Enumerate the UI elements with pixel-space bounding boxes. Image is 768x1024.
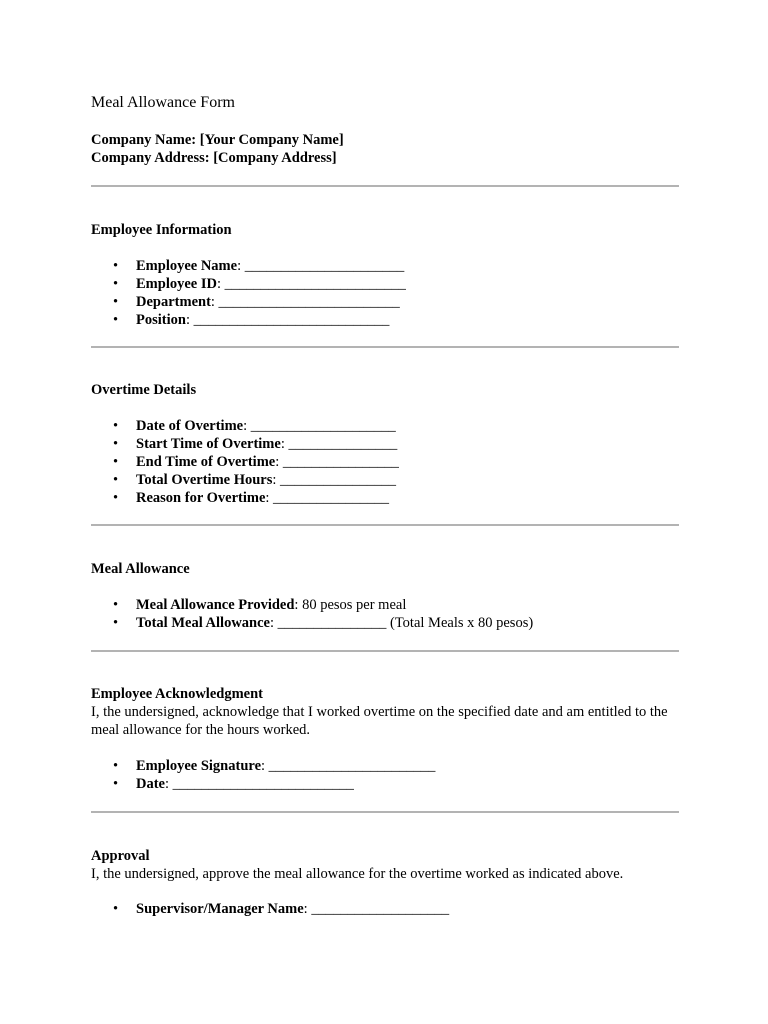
bullet: • <box>113 312 119 328</box>
list-item <box>91 275 406 293</box>
list-item <box>91 435 399 453</box>
bullet: • <box>113 615 119 631</box>
overtime-end-field[interactable]: : ________________ <box>275 454 399 470</box>
acknowledgment-list <box>91 757 435 793</box>
list-item <box>91 489 399 507</box>
company-address-line: Company Address: [Company Address] <box>91 150 337 166</box>
list-item <box>91 775 435 793</box>
bullet: • <box>113 436 119 452</box>
overtime-hours-field[interactable]: : ________________ <box>272 472 397 488</box>
acknowledgment-text: I, the undersigned, acknowledge that I worked overtime on the specified date and am entitled to the meal allowance for the hours worked. <box>91 704 668 738</box>
approval-list <box>91 900 449 918</box>
section-divider <box>91 346 679 348</box>
employee-info-heading: Employee Information <box>91 222 232 238</box>
field-label: Start Time of Overtime <box>136 436 281 452</box>
approval-heading: Approval <box>91 848 150 864</box>
list-item <box>91 471 399 489</box>
list-item <box>91 293 406 311</box>
bullet: • <box>113 294 119 310</box>
field-label: End Time of Overtime <box>136 454 276 470</box>
list-item <box>91 257 406 275</box>
field-label: Department <box>136 294 211 310</box>
supervisor-name-field[interactable]: : ___________________ <box>303 901 450 917</box>
bullet: • <box>113 776 119 792</box>
field-label: Supervisor/Manager Name <box>136 901 304 917</box>
field-label: Total Overtime Hours <box>136 472 273 488</box>
field-label: Employee Signature <box>136 758 261 774</box>
acknowledgment-date-field[interactable]: : _________________________ <box>165 776 354 792</box>
bullet: • <box>113 418 119 434</box>
list-item <box>91 417 399 435</box>
section-divider <box>91 650 679 652</box>
position-field[interactable]: : ___________________________ <box>185 312 390 328</box>
overtime-start-field[interactable]: : _______________ <box>280 436 398 452</box>
field-label: Employee Name <box>136 258 238 274</box>
employee-id-field[interactable]: : _________________________ <box>216 276 406 292</box>
field-label: Position <box>136 312 186 328</box>
field-label: Total Meal Allowance <box>136 615 270 631</box>
section-divider <box>91 811 679 813</box>
acknowledgment-heading: Employee Acknowledgment <box>91 686 263 702</box>
field-label: Meal Allowance Provided <box>136 597 295 613</box>
bullet: • <box>113 454 119 470</box>
meal-allowance-list <box>91 596 533 632</box>
company-name-line: Company Name: [Your Company Name] <box>91 132 344 148</box>
list-item <box>91 757 435 775</box>
department-field[interactable]: : _________________________ <box>210 294 400 310</box>
bullet: • <box>113 490 119 506</box>
bullet: • <box>113 758 119 774</box>
field-label: Employee ID <box>136 276 217 292</box>
overtime-details-heading: Overtime Details <box>91 382 197 398</box>
employee-name-field[interactable]: : ______________________ <box>237 258 405 274</box>
bullet: • <box>113 276 119 292</box>
meal-allowance-heading: Meal Allowance <box>91 561 190 577</box>
list-item <box>91 311 406 329</box>
list-item <box>91 900 449 918</box>
bullet: • <box>113 597 119 613</box>
list-item <box>91 596 533 614</box>
overtime-date-field[interactable]: : ____________________ <box>243 418 396 434</box>
employee-signature-field[interactable]: : _______________________ <box>261 758 436 774</box>
meal-allowance-provided-value: : 80 pesos per meal <box>294 597 407 613</box>
overtime-details-list <box>91 417 399 507</box>
list-item <box>91 614 533 632</box>
section-divider <box>91 185 679 187</box>
employee-info-list <box>91 257 406 329</box>
page-title: Meal Allowance Form <box>91 94 235 111</box>
list-item <box>91 453 399 471</box>
bullet: • <box>113 258 119 274</box>
field-label: Reason for Overtime <box>136 490 266 506</box>
field-label: Date of Overtime <box>136 418 244 434</box>
section-divider <box>91 524 679 526</box>
field-label: Date <box>136 776 165 792</box>
overtime-reason-field[interactable]: : ________________ <box>265 490 390 506</box>
bullet: • <box>113 901 119 917</box>
company-info <box>91 131 344 167</box>
bullet: • <box>113 472 119 488</box>
approval-text: I, the undersigned, approve the meal allowance for the overtime worked as indicated above. <box>91 866 624 882</box>
total-meal-allowance-field[interactable]: : _______________ (Total Meals x 80 pesos) <box>269 615 534 631</box>
